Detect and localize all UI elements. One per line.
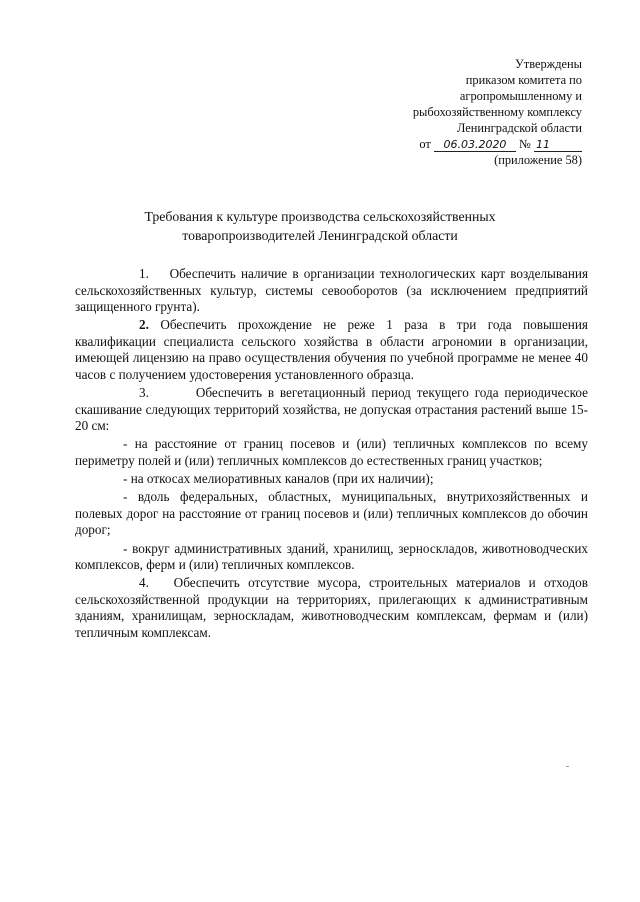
approval-block bbox=[413, 56, 582, 168]
item-2-number: 2. bbox=[139, 317, 149, 333]
scan-speck bbox=[566, 766, 569, 767]
approval-line-1: Утверждены bbox=[515, 57, 582, 71]
item-3 bbox=[75, 385, 588, 435]
approval-line-3: агропромышленному и bbox=[459, 89, 582, 103]
item-2 bbox=[75, 317, 588, 383]
item-1-text: Обеспечить наличие в организации технологических карт возделывания сельскохозяйственных культур, системы севооборотов (за исключением предприятий защищенного грунта). bbox=[75, 266, 589, 315]
document-title bbox=[0, 208, 640, 245]
item-3-sub-4: - вокруг административных зданий, хранилищ, зерноскладов, животноводческих комплексов, ферм и (или) тепличных комплексов. bbox=[75, 540, 588, 573]
item-3-text: Обеспечить в вегетационный период текущего года периодическое скашивание следующих территорий хозяйства, не допуская отрастания растений выше 15-20 см: bbox=[75, 385, 588, 434]
item-4-text: Обеспечить отсутствие мусора, строительных материалов и отходов сельскохозяйственной продукции на территориях, прилегающих к административным зданиям, хранилищам, зерноскладам, животноводческим комплексам, фермам и (или) тепличным комплексам. bbox=[75, 575, 589, 640]
approval-line-4: рыбохозяйственному комплексу bbox=[412, 105, 582, 119]
appendix-label: (приложение 58) bbox=[494, 153, 582, 167]
item-3-sub-2: - на откосах мелиоративных каналов (при их наличии); bbox=[123, 471, 434, 487]
item-1 bbox=[75, 266, 588, 316]
item-3-sub-1: - на расстояние от границ посевов и (или) тепличных комплексов по всему периметру полей и (или) тепличных комплексов до естественных границ участков; bbox=[75, 436, 588, 469]
approval-date-line bbox=[413, 136, 582, 152]
handwritten-number: 11 bbox=[534, 138, 582, 152]
item-3-sub-3: - вдоль федеральных, областных, муниципальных, внутрихозяйственных и полевых дорог на расстояние от границ посевов и (или) тепличных комплексов до обочин дорог; bbox=[75, 489, 588, 538]
item-2-text: Обеспечить прохождение не реже 1 раза в три года повышения квалификации специалиста сельского хозяйства в области агрономии в организации, имеющей лицензию на право осуществления обучения по учебной программе не менее 40 часов с получением удостоверения установленного образца. bbox=[75, 317, 588, 383]
approval-line-2: приказом комитета по bbox=[465, 73, 582, 87]
document-body bbox=[75, 266, 588, 643]
approval-line-5: Ленинградской области bbox=[456, 121, 582, 135]
item-1-number: 1. bbox=[139, 266, 149, 281]
number-label: № bbox=[519, 137, 531, 151]
from-label: от bbox=[419, 137, 431, 151]
item-4-number: 4. bbox=[139, 575, 149, 591]
title-line-1: Требования к культуре производства сельскохозяйственных bbox=[144, 209, 496, 224]
item-3-number: 3. bbox=[139, 385, 149, 401]
handwritten-date: 06.03.2020 bbox=[434, 138, 516, 152]
title-line-2: товаропроизводителей Ленинградской области bbox=[182, 227, 458, 243]
item-4 bbox=[75, 575, 588, 641]
